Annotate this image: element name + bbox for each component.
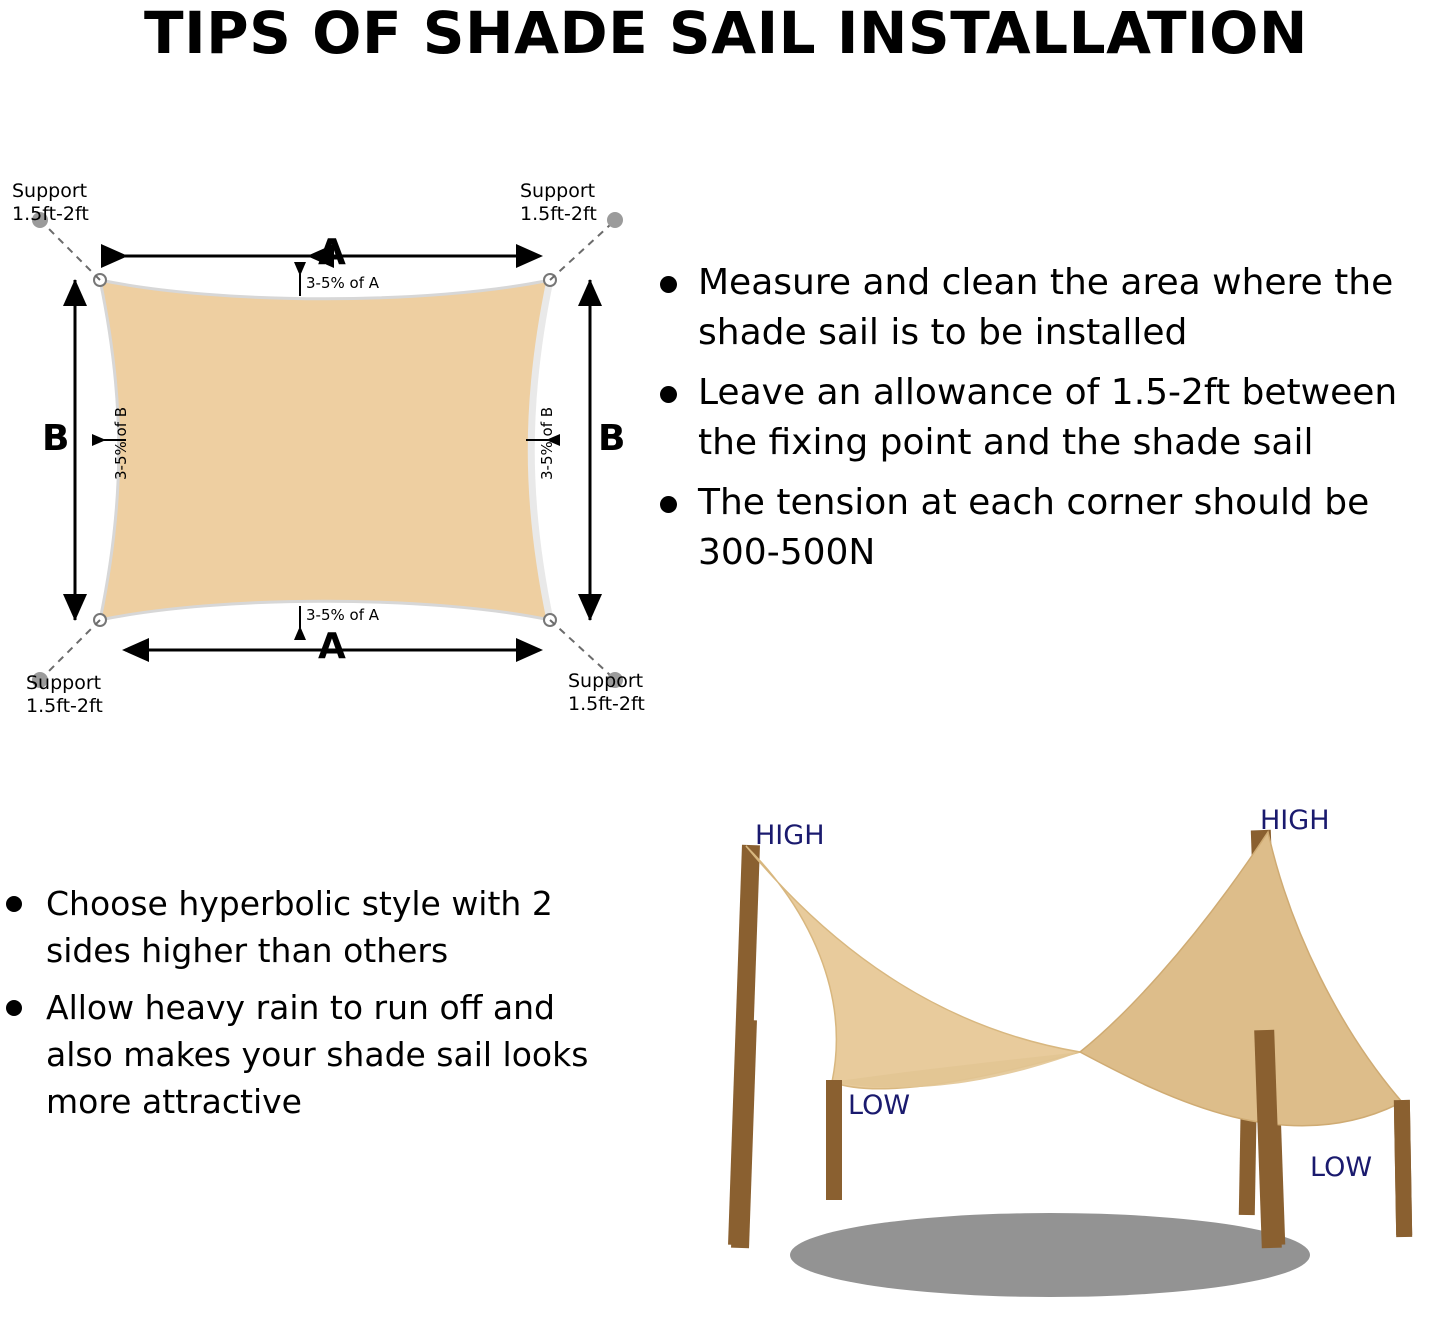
list-item: Choose hyperbolic style with 2 sides higher than others (0, 880, 630, 974)
curve-allowance-right: 3-5% of B (538, 406, 556, 480)
curve-allowance-bottom: 3-5% of A (306, 606, 380, 624)
curve-allowance-top: 3-5% of A (306, 274, 380, 292)
support-label-bottom-left: Support 1.5ft-2ft (26, 672, 103, 717)
support-label-top-left: Support 1.5ft-2ft (12, 180, 89, 225)
label-low-left: LOW (848, 1090, 911, 1121)
label-high-right: HIGH (1260, 805, 1330, 836)
installation-tips-list-left (0, 880, 630, 1135)
dimension-a-top: A (318, 232, 346, 273)
list-item: Measure and clean the area where the shade sail is to be installed (652, 258, 1452, 358)
dimension-a-bottom: A (318, 626, 346, 667)
hyperbolic-sail-diagram (650, 780, 1450, 1325)
label-low-right: LOW (1310, 1152, 1373, 1183)
installation-tips-list-right (652, 258, 1452, 588)
curve-allowance-left: 3-5% of B (112, 406, 130, 480)
label-high-left: HIGH (755, 820, 825, 851)
dimension-b-left: B (42, 418, 70, 459)
list-item: The tension at each corner should be 300-500N (652, 478, 1452, 578)
list-item: Allow heavy rain to run off and also makes your shade sail looks more attractive (0, 984, 630, 1125)
dimension-b-right: B (598, 418, 626, 459)
list-item: Leave an allowance of 1.5-2ft between the fixing point and the shade sail (652, 368, 1452, 468)
support-label-top-right: Support 1.5ft-2ft (520, 180, 597, 225)
rectangular-sail-diagram (0, 150, 660, 750)
support-label-bottom-right: Support 1.5ft-2ft (568, 670, 645, 715)
page-title: TIPS OF SHADE SAIL INSTALLATION (144, 0, 1308, 67)
